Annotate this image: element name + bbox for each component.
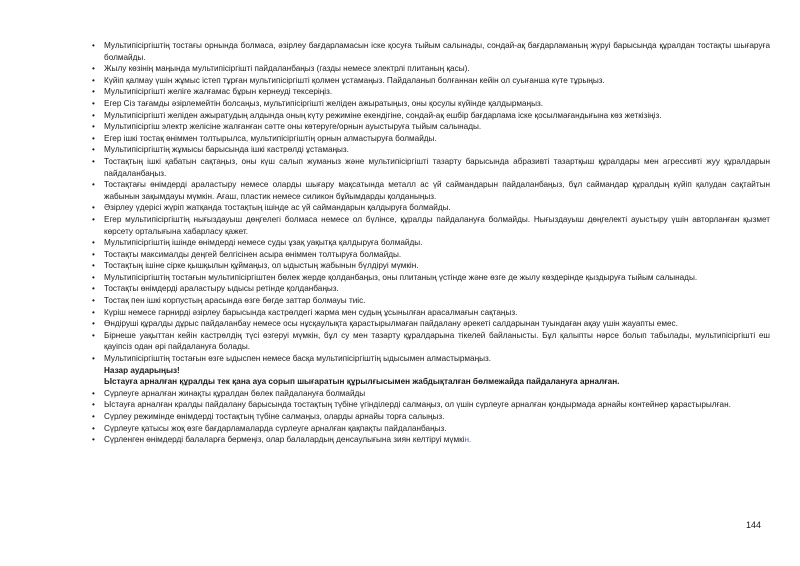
- list-item: • Сүрлеуге арналған жинақты құралдан бөлек пайдалануға болмайды: [90, 388, 770, 400]
- list-item: • Мультипісіргіштің жұмысы барысында ішкі кастрөлді ұстамаңыз.: [90, 144, 770, 156]
- list-item: • Тостақ пен ішкі корпустың арасында өзге бөгде заттар болмауы тиіс.: [90, 295, 770, 307]
- list-item: • Сүрлеуге қатысы жоқ өзге бағдарламаларда сүрлеуге арналған қақпақты пайдаланбаңыз.: [90, 423, 770, 435]
- list-item: • Егер мультипісіргіштің нығыздауыш дөңгелегі болмаса немесе ол бүлінсе, құралды пайдалануға болмайды. Нығыздауыш дөңгелекті ауыстыру үшін авторланған қызмет көрсету орталығына хабарласу қажет.: [90, 214, 770, 237]
- list-item: • Тостақты өнімдерді араластыру ыдысы ретінде қолданбаңыз.: [90, 283, 770, 295]
- warning-title: Назар аударыңыз!: [104, 365, 180, 375]
- list-item: • Тостақтың ішкі қабатын сақтаңыз, оны күш салып жуманыз және мультипісіргішті тазарту барысында абразивті тазартқыш құралдары мен агрессивті жуу құралдарын пайдаланбаңыз.: [90, 156, 770, 179]
- list-item: • Мультипісіргіштің ішінде өнімдерді немесе суды ұзақ уақытқа қалдыруға болмайды.: [90, 237, 770, 249]
- safety-list-bottom: [90, 388, 770, 446]
- list-item: • Ыстауға арналған кралды пайдалану барысында тостақтың түбіне үгінділерді салмаңыз, ол үшін сүрлеуге арналған қондырмада арнайы контейнер қарастырылған.: [90, 399, 770, 411]
- list-item: • Мультипісіргіштің тостағын мультипісіргіштен бөлек жерде қолданбаңыз, оны плитаның үстінде және өзге де жылу көздерінде қыздыруға тыйым салынады.: [90, 272, 770, 284]
- list-item: • Тостақтағы өнімдерді араластыру немесе оларды шығару мақсатында металл ас үй саймандарын пайдаланбаңыз, бұл саймандар құралдың күйіп қалудан сақтайтын жабынын зақымдауы мүмкін. Ағаш, пластик немесе силикон бұйымдарды қолданыңыз.: [90, 179, 770, 202]
- list-item: • Тостақтың ішіне сірке қышқылын құймаңыз, ол ыдыстың жабынын бүлдіруі мүмкін.: [90, 260, 770, 272]
- list-item: • Егер ішкі тостақ өніммен толтырылса, мультипісіргіштің орнын алмастыруға болмайды.: [90, 133, 770, 145]
- list-item: • Әзірлеу үдерісі жүріп жатқанда тостақтың ішінде ас үй саймандарын қалдыруға болмайды.: [90, 202, 770, 214]
- list-item-tail: н.: [464, 435, 472, 445]
- list-item: • Жылу көзінің маңында мультипісіргішті пайдаланбаңыз (газды немесе электрлі плитаның қасы).: [90, 63, 770, 75]
- list-item: • Мультипісіргіш электр желісіне жалғанған сәтте оны көтеруге/орнын ауыстыруға тыйым салынады.: [90, 121, 770, 133]
- list-item: • Бірнеше уақыттан кейін кастрөлдің түсі өзгеруі мүмкін, бұл су мен тазарту құралдарына тікелей байланысты. Бұл қалыпты нәрсе болып табылады, мультипісіргішті еш қауіпсіз одан әрі пайдалануға болады.: [90, 330, 770, 353]
- safety-list-top: [90, 40, 770, 365]
- list-item: • Өндіруші құралды дұрыс пайдаланбау немесе осы нұсқаулықта қарастырылмаған пайдалану әрекеті салдарынан туындаған ақау үшін жауапты емес.: [90, 318, 770, 330]
- page-number: 144: [746, 520, 762, 530]
- list-item: • Мультипісіргішті желіден ажыратудың алдында оның күту режиміне екендігіне, сондай-ақ ешбір бағдарлама іске қосылмағандығына көз жеткізіңіз.: [90, 110, 770, 122]
- list-item: • Тостақты максималды деңгей белгісінен асыра өніммен толтыруға болмайды.: [90, 249, 770, 261]
- list-item: • Мультипісіргішті желіге жалғамас бұрын кернеуді тексеріңіз.: [90, 86, 770, 98]
- list-item: • Күйіп қалмау үшін жұмыс істеп тұрған мультипісіргішті қолмен ұстамаңыз. Пайдаланып болғаннан кейін ол суығанша күте тұрыңыз.: [90, 75, 770, 87]
- list-item: • Мультипісіргіштің тостағын өзге ыдыспен немесе басқа мультипісіргіштің ыдысымен алмастырмаңыз.: [90, 353, 770, 365]
- warning-text: Ыстауға арналған құралды тек қана ауа сорып шығаратын құрылғысымен жабдықталған бөлмежайда пайдалануға арналған.: [104, 377, 620, 387]
- list-item: • Егер Сіз тағамды әзірлемейтін болсаңыз, мультипісіргішті желіден ажыратыңыз, оны қосулы күйінде қалдырмаңыз.: [90, 98, 770, 110]
- list-item: • Күріш немесе гарнирді әзірлеу барысында кастрөлдегі жарма мен судың ұсынылған арасалмағын сақтаңыз.: [90, 307, 770, 319]
- document-body: [90, 40, 770, 446]
- list-item-text: Сүрленген өнімдерді балаларға бермеңіз, олар балалардың денсаулығына зиян келтіруі мүмкі: [104, 435, 465, 445]
- list-item: [90, 434, 770, 446]
- list-item: • Сүрлеу режимінде өнімдерді тостақтың түбіне салмаңыз, оларды арнайы торға салыңыз.: [90, 411, 770, 423]
- list-item: • Мультипісіргіштің тостағы орнында болмаса, әзірлеу бағдарламасын іске қосуға тыйым салынады, сондай-ақ бағдарламаның жүруі барысында құралдан тостақты шығаруға болмайды.: [90, 40, 770, 63]
